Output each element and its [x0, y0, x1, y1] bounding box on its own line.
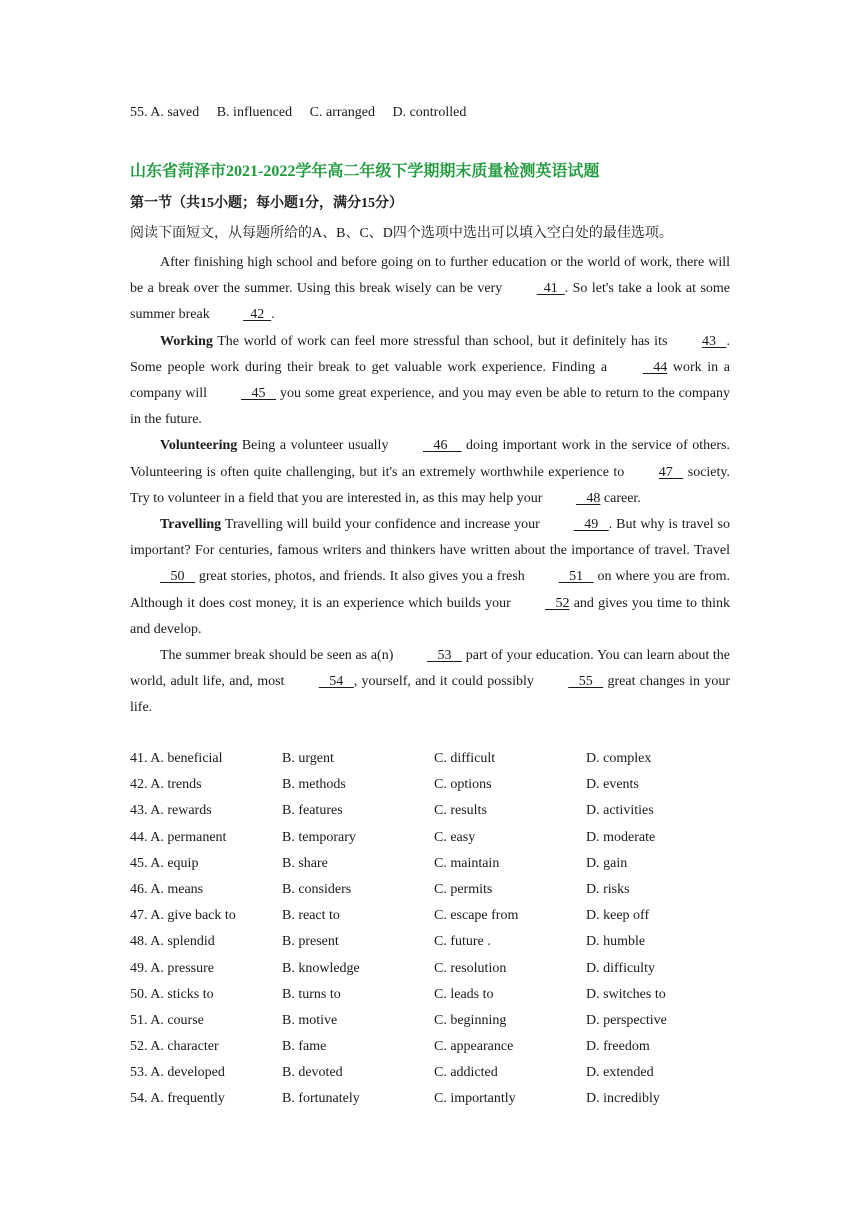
- option-row: [130, 929, 730, 955]
- option-a: 44. A. permanent: [130, 829, 227, 845]
- option-row: [130, 956, 730, 982]
- text: .: [271, 307, 275, 323]
- text: . Some people work during their break to get valuable work experience. Finding a: [130, 333, 730, 375]
- option-b: B. present: [282, 934, 339, 950]
- option-c: C. permits: [434, 881, 493, 897]
- blank-50: 50: [160, 569, 195, 585]
- option-b: B. fortunately: [282, 1091, 360, 1107]
- text: part of your education. You can learn about the world, adult life, and, most: [130, 648, 730, 690]
- option-c: C. difficult: [434, 751, 496, 766]
- text: . But why is travel so important? For centuries, famous writers and thinkers have written about the importance of travel. Travel: [130, 517, 730, 559]
- option-d: D. difficulty: [586, 960, 655, 976]
- text: The summer break should be seen as a(n): [160, 648, 398, 664]
- option-c: C. easy: [434, 829, 476, 845]
- blank-46: 46: [423, 438, 462, 454]
- text: career.: [600, 490, 641, 506]
- option-a: 43. A. rewards: [130, 803, 212, 819]
- paragraph-working: [130, 329, 730, 434]
- option-d: D. risks: [586, 881, 630, 897]
- option-c: C. leads to: [434, 986, 494, 1002]
- passage: [130, 250, 730, 722]
- heading-volunteering: Volunteering: [160, 438, 238, 454]
- option-b: B. share: [282, 855, 328, 871]
- text: you some great experience, and you may even be able to return to the company in the future.: [130, 386, 730, 428]
- text: doing important work in the service of others. Volunteering is often quite challenging, but it's an extremely worthwhile experience to: [130, 438, 731, 480]
- option-row: [130, 746, 730, 772]
- option-c: C. options: [434, 777, 492, 793]
- option-c: C. maintain: [434, 855, 500, 871]
- option-d: D. extended: [586, 1065, 654, 1081]
- q55-option-a: 55. A. saved: [130, 105, 200, 120]
- blank-48: 48: [575, 490, 601, 506]
- option-d: D. complex: [586, 751, 652, 766]
- text: . So let's take a look at some summer break: [130, 281, 731, 323]
- option-row: [130, 1008, 730, 1034]
- option-b: B. react to: [282, 908, 340, 924]
- option-a: 41. A. beneficial: [130, 751, 223, 766]
- option-b: B. temporary: [282, 829, 356, 845]
- option-d: D. perspective: [586, 1012, 667, 1028]
- instructions: 阅读下面短文，从每题所给的A、B、C、D四个选项中选出可以填入空白处的最佳选项。: [130, 226, 673, 241]
- question-55-options: [130, 104, 480, 122]
- option-b: B. fame: [282, 1039, 327, 1055]
- option-d: D. freedom: [586, 1039, 650, 1055]
- option-a: 42. A. trends: [130, 777, 202, 793]
- option-a: 53. A. developed: [130, 1065, 225, 1081]
- paragraph-travelling: [130, 512, 730, 643]
- option-a: 51. A. course: [130, 1012, 204, 1028]
- blank-42: 42: [243, 307, 272, 323]
- option-c: C. escape from: [434, 908, 519, 924]
- option-d: D. events: [586, 777, 639, 793]
- option-b: B. devoted: [282, 1065, 343, 1081]
- text: , yourself, and it could possibly: [353, 674, 539, 690]
- text: Travelling will build your confidence and increase your: [221, 517, 544, 533]
- option-d: D. humble: [586, 934, 646, 950]
- option-a: 45. A. equip: [130, 855, 199, 871]
- blank-52: 52: [545, 595, 570, 611]
- blank-45: 45: [241, 386, 277, 402]
- blank-49: 49: [573, 517, 609, 533]
- option-d: D. moderate: [586, 829, 656, 845]
- option-c: C. appearance: [434, 1039, 514, 1055]
- q55-option-c: C. arranged: [309, 105, 375, 120]
- option-a: 46. A. means: [130, 881, 204, 897]
- blank-53: 53: [427, 648, 463, 664]
- option-d: D. gain: [586, 855, 628, 871]
- section-heading: 第一节（共15小题；每小题1分，满分15分）: [130, 196, 403, 211]
- option-b: B. methods: [282, 777, 346, 793]
- option-a: 50. A. sticks to: [130, 986, 214, 1002]
- option-d: D. keep off: [586, 908, 650, 924]
- paragraph-volunteering: [130, 433, 730, 512]
- option-b: B. urgent: [282, 751, 334, 766]
- option-c: C. results: [434, 803, 487, 819]
- exam-title: 山东省菏泽市2021-2022学年高二年级下学期期末质量检测英语试题: [130, 163, 600, 180]
- option-row: [130, 903, 730, 929]
- text: great changes in your life.: [130, 674, 730, 716]
- option-row: [130, 851, 730, 877]
- answer-options: [130, 746, 730, 1113]
- blank-47: 47: [658, 464, 684, 480]
- text: and gives you time to think and develop.: [130, 595, 730, 637]
- q55-option-b: B. influenced: [216, 105, 293, 120]
- option-a: 49. A. pressure: [130, 960, 214, 976]
- text: work in a company will: [130, 359, 730, 402]
- text: Being a volunteer usually: [237, 438, 393, 454]
- option-row: [130, 877, 730, 903]
- option-row: [130, 1086, 730, 1112]
- blank-54: 54: [318, 674, 354, 690]
- option-b: B. knowledge: [282, 960, 360, 976]
- option-a: 48. A. splendid: [130, 934, 215, 950]
- option-d: D. incredibly: [586, 1091, 660, 1107]
- option-row: [130, 1060, 730, 1086]
- option-row: [130, 825, 730, 851]
- option-c: C. resolution: [434, 960, 507, 976]
- option-b: B. motive: [282, 1012, 338, 1028]
- option-a: 52. A. character: [130, 1039, 219, 1055]
- heading-travelling: Travelling: [160, 517, 222, 533]
- option-c: C. future .: [434, 934, 491, 950]
- heading-working: Working: [160, 333, 213, 349]
- text: on where you are from. Although it does cost money, it is an experience which builds your: [130, 569, 730, 611]
- option-row: [130, 798, 730, 824]
- option-row: [130, 982, 730, 1008]
- option-d: D. activities: [586, 803, 654, 819]
- option-row: [130, 772, 730, 798]
- option-d: D. switches to: [586, 986, 666, 1002]
- option-c: C. addicted: [434, 1065, 498, 1081]
- blank-44: 44: [642, 359, 668, 375]
- text: society. Try to volunteer in a field that you are interested in, as this may help your: [130, 464, 731, 506]
- text: After finishing high school and before going on to further education or the world of work, there will be a break over the summer. Using this break wisely can be very: [130, 255, 730, 297]
- blank-41: 41: [536, 281, 565, 297]
- option-a: 47. A. give back to: [130, 908, 236, 924]
- blank-55: 55: [568, 674, 604, 690]
- option-b: B. considers: [282, 881, 352, 897]
- option-c: C. importantly: [434, 1091, 516, 1107]
- paragraph-conclusion: [130, 643, 730, 722]
- option-b: B. turns to: [282, 986, 341, 1002]
- blank-51: 51: [558, 569, 594, 585]
- option-row: [130, 1034, 730, 1060]
- option-c: C. beginning: [434, 1012, 507, 1028]
- text: great stories, photos, and friends. It also gives you a fresh: [195, 569, 529, 585]
- option-a: 54. A. frequently: [130, 1091, 225, 1107]
- text: The world of work can feel more stressful than school, but it definitely has its: [212, 333, 672, 349]
- paragraph-1: [130, 250, 730, 329]
- blank-43: 43: [702, 333, 727, 349]
- q55-option-d: D. controlled: [392, 105, 467, 120]
- option-b: B. features: [282, 803, 343, 819]
